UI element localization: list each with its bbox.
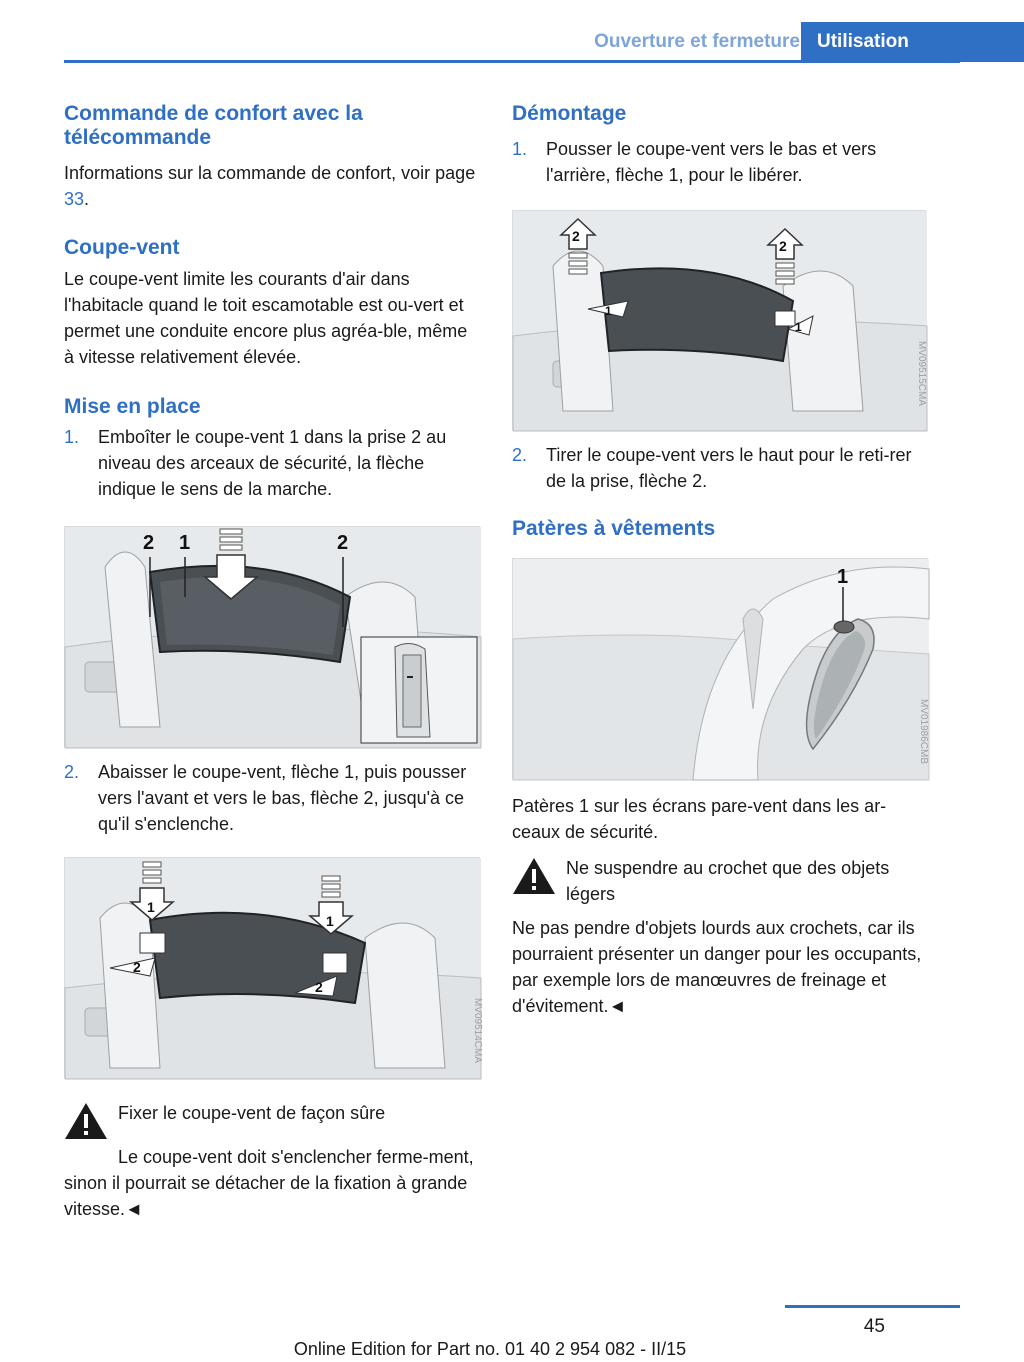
coat-hook-illustration xyxy=(513,559,929,780)
comfort-text: Informations sur la commande de confort, voir page xyxy=(64,163,476,183)
figure-label: 2 xyxy=(143,532,155,554)
step-text: Abaisser le coupe-vent, flèche 1, puis pousser vers l'avant et vers le bas, flèche 2, jusqu'à ce qu'il s'enclenche. xyxy=(98,762,467,834)
section-tab[interactable]: Ouverture et fermeture xyxy=(594,31,800,52)
step-text: Pousser le coupe-vent vers le bas et vers l'arrière, flèche 1, pour le libérer. xyxy=(546,139,877,185)
right-column xyxy=(512,102,928,1019)
figure-label: 2 xyxy=(779,238,787,254)
windbreak-paragraph: Le coupe-vent limite les courants d'air dans l'habitacle quand le toit escamotable est ou-vert et permet une conduite encore plus agréa-ble, même à vitesse relativement élevée. xyxy=(64,269,468,367)
step-number: 1. xyxy=(512,139,528,159)
figure-label: 2 xyxy=(315,979,323,995)
figure-coat-hooks xyxy=(512,558,928,779)
figure-label: 1 xyxy=(795,320,802,334)
header-rule xyxy=(64,60,960,63)
install-step-2 xyxy=(64,759,480,837)
figure-install-lock xyxy=(64,857,483,1078)
footer-rule xyxy=(785,1305,960,1308)
figure-label: 1 xyxy=(147,899,155,915)
hooks-paragraph: Patères 1 sur les écrans pare-vent dans les ar-ceaux de sécurité. xyxy=(512,796,887,842)
warning-secure xyxy=(64,1100,480,1140)
left-column xyxy=(64,102,483,1222)
figure-label: 2 xyxy=(337,532,349,554)
page-reference-link[interactable]: 33 xyxy=(64,189,85,209)
step-text: Tirer le coupe-vent vers le haut pour le reti-rer de la prise, flèche 2. xyxy=(546,445,912,491)
removal-step-1 xyxy=(512,136,928,188)
comfort-text-end: . xyxy=(84,189,90,209)
windbreak-heading: Coupe-vent xyxy=(64,236,180,259)
edition-footer: Online Edition for Part no. 01 40 2 954 082 - II/15 xyxy=(293,1339,687,1359)
windbreak-removal-illustration xyxy=(513,211,927,431)
install-step-1 xyxy=(64,424,480,502)
figure-code: MV09514CMA xyxy=(472,998,483,1064)
step-number: 2. xyxy=(64,762,80,782)
figure-label: 1 xyxy=(837,566,849,588)
figure-code: MV09515CMA xyxy=(916,341,927,407)
page-header xyxy=(64,0,960,64)
warning-triangle-icon xyxy=(512,857,556,895)
figure-label: 2 xyxy=(572,228,580,244)
warning-hooks xyxy=(512,855,928,907)
warning-title: Fixer le coupe-vent de façon sûre xyxy=(118,1103,386,1123)
warning-title: Ne suspendre au crochet que des objets légers xyxy=(566,858,890,904)
step-number: 1. xyxy=(64,427,80,447)
figure-install-insert xyxy=(64,526,480,747)
warning-text: Ne pas pendre d'objets lourds aux crochets, car ils pourraient présenter un danger pour les occupants, par exemple lors de manœuvres de freinage et d'évitement.◄ xyxy=(512,918,922,1016)
hooks-heading: Patères à vêtements xyxy=(512,517,716,540)
figure-code: MV01986CMB xyxy=(918,699,929,765)
figure-label: 1 xyxy=(605,304,612,318)
figure-label: 1 xyxy=(326,913,334,929)
windbreak-insert-illustration xyxy=(65,527,481,748)
chapter-tab[interactable]: Utilisation xyxy=(801,22,1024,62)
warning-text: Le coupe-vent doit s'enclencher ferme-ment, sinon il pourrait se détacher de la fixation à grande vitesse.◄ xyxy=(64,1147,474,1219)
install-heading: Mise en place xyxy=(64,395,201,418)
step-number: 2. xyxy=(512,445,528,465)
warning-content xyxy=(118,1100,385,1126)
windbreak-lock-illustration xyxy=(65,858,481,1079)
figure-label: 1 xyxy=(179,532,191,554)
figure-label: 2 xyxy=(133,959,141,975)
warning-triangle-icon xyxy=(64,1102,108,1140)
removal-step-2 xyxy=(512,442,928,494)
comfort-paragraph xyxy=(64,160,480,212)
figure-removal xyxy=(512,210,926,430)
removal-heading: Démontage xyxy=(512,102,627,125)
step-text: Emboîter le coupe-vent 1 dans la prise 2 au niveau des arceaux de sécurité, la flèche indique le sens de la marche. xyxy=(98,427,447,499)
page-number: 45 xyxy=(863,1316,885,1337)
comfort-heading: Commande de confort avec la télécommande xyxy=(64,102,363,149)
